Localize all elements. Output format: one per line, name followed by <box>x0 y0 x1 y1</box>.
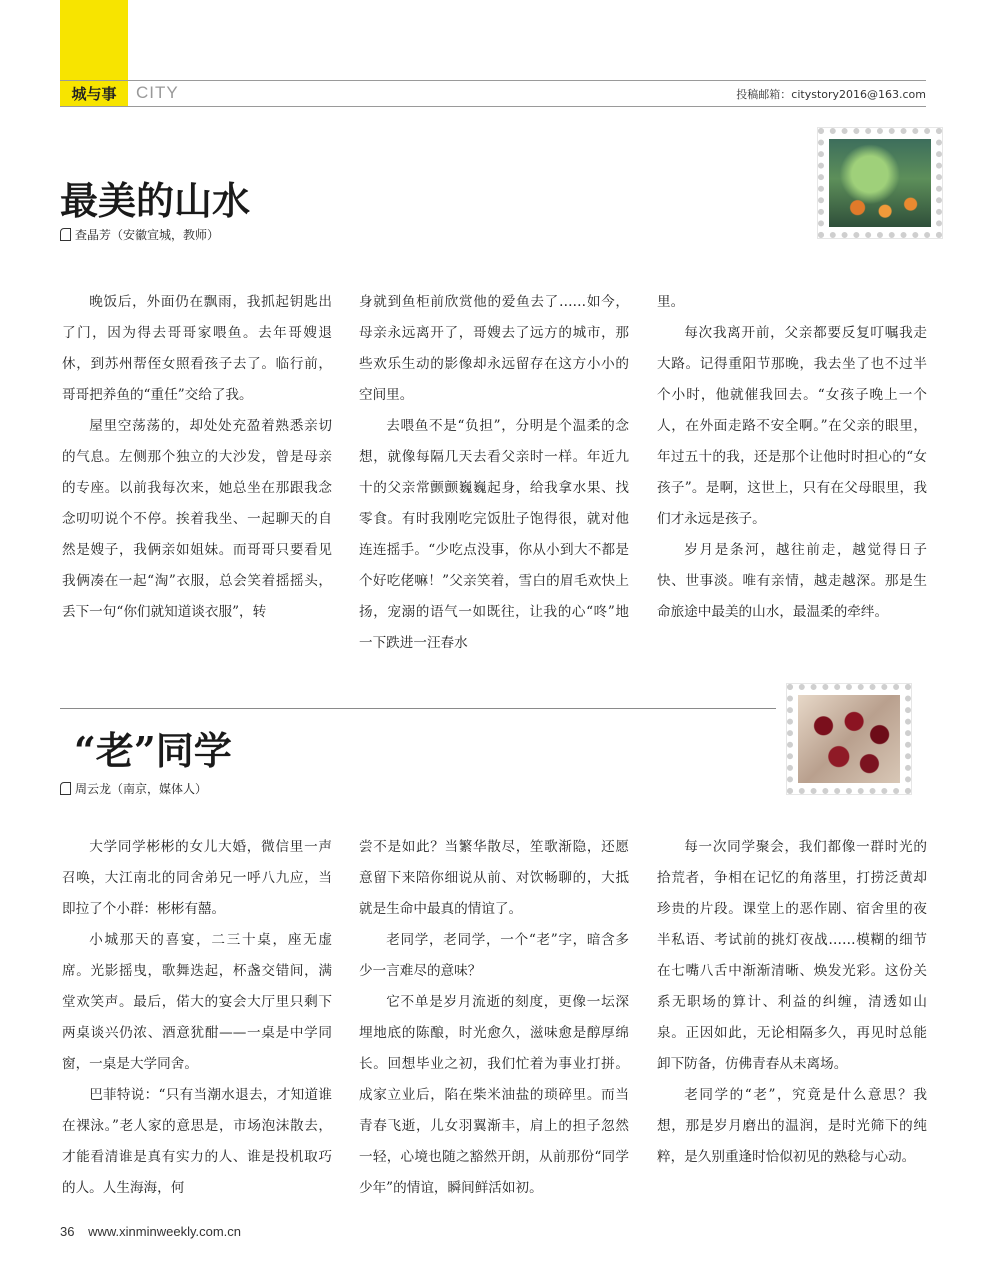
page-footer <box>60 1224 241 1239</box>
website-url: www.xinminweekly.com.cn <box>88 1224 242 1239</box>
paragraph-continued: 尝不是如此？当繁华散尽，笙歌渐隐，还愿意留下来陪你细说从前、对饮畅聊的，大抵就是生命中最真的情谊了。 <box>359 839 629 917</box>
paragraph: 老同学，老同学，一个“老”字，暗含多少一言难尽的意味？ <box>359 932 629 979</box>
article-column <box>359 287 629 659</box>
article-column <box>62 832 332 1204</box>
section-name-en: CITY <box>136 83 179 102</box>
paragraph: 老同学的“老”，究竟是什么意思？我想，那是岁月磨出的温润，是时光筛下的纯粹，是久别重逢时恰似初见的熟稔与心动。 <box>657 1087 927 1165</box>
article-illustration-stamp <box>818 128 942 238</box>
article-column <box>657 287 927 628</box>
paragraph: 它不单是岁月流逝的刻度，更像一坛深埋地底的陈酿，时光愈久，滋味愈是醇厚绵长。回想毕业之初，我们忙着为事业打拼。成家立业后，陷在柴米油盐的琐碎里。而当青春飞逝，儿女羽翼渐丰，肩上的担子忽然一轻，心境也随之豁然开朗，从前那份“同学少年”的情谊，瞬间鲜活如初。 <box>359 994 629 1196</box>
section-color-tab <box>60 0 128 80</box>
author-name: 查晶芳（安徽宣城，教师） <box>75 228 220 242</box>
section-badge: 城与事 <box>60 81 128 106</box>
page-number: 36 <box>60 1224 75 1239</box>
paragraph: 每次我离开前，父亲都要反复叮嘱我走大路。记得重阳节那晚，我去坐了也不过半个小时，他就催我回去。“女孩子晚上一个人，在外面走路不安全啊。”在父亲的眼里，年过五十的我，还是那个让他时时担心的“女孩子”。是啊，这世上，只有在父母眼里，我们才永远是孩子。 <box>657 325 927 527</box>
wine-glasses-toast-image <box>798 695 900 783</box>
article-divider <box>60 708 776 709</box>
article-illustration-stamp <box>787 684 911 794</box>
paragraph: 去喂鱼不是“负担”，分明是个温柔的念想，就像每隔几天去看父亲时一样。年近九十的父亲常颤颤巍巍起身，给我拿水果、找零食。有时我刚吃完饭肚子饱得很，就对他连连摇手。“少吃点没事，你从小到大不都是个好吃佬嘛！”父亲笑着，雪白的眉毛欢快上扬，宠溺的语气一如既往，让我的心“咚”地一下跌进一汪春水 <box>359 418 629 651</box>
article-byline <box>60 780 207 797</box>
paragraph: 巴菲特说：“只有当潮水退去，才知道谁在裸泳。”老人家的意思是，市场泡沫散去，才能看清谁是真有实力的人、谁是投机取巧的人。人生海海，何 <box>62 1087 332 1196</box>
paragraph: 岁月是条河，越往前走，越觉得日子快、世事淡。唯有亲情，越走越深。那是生命旅途中最美的山水，最温柔的牵绊。 <box>657 542 927 620</box>
article-title: 最美的山水 <box>60 178 251 223</box>
article-title: “老”同学 <box>74 728 232 773</box>
article-column <box>657 832 927 1173</box>
paragraph: 小城那天的喜宴，二三十桌，座无虚席。光影摇曳，歌舞迭起，杯盏交错间，满堂欢笑声。最后，偌大的宴会大厅里只剩下两桌谈兴仍浓、酒意犹酣——一桌是中学同窗，一桌是大学同舍。 <box>62 932 332 1072</box>
article-byline <box>60 226 219 243</box>
paragraph: 每一次同学聚会，我们都像一群时光的拾荒者，争相在记忆的角落里，打捞泛黄却珍贵的片段。课堂上的恶作剧、宿舍里的夜半私语、考试前的挑灯夜战……模糊的细节在七嘴八舌中渐渐清晰、焕发光彩。这份关系无职场的算计、利益的纠缠，清透如山泉。正因如此，无论相隔多久，再见时总能卸下防备，仿佛青春从未离场。 <box>657 839 927 1072</box>
author-icon <box>60 228 71 241</box>
paragraph: 屋里空荡荡的，却处处充盈着熟悉亲切的气息。左侧那个独立的大沙发，曾是母亲的专座。以前我每次来，她总坐在那跟我念念叨叨说个不停。挨着我坐、一起聊天的自然是嫂子，我俩亲如姐妹。而哥哥只要看见我俩凑在一起“淘”衣服，总会笑着摇摇头，丢下一句“你们就知道谈衣服”，转 <box>62 418 332 620</box>
article-column <box>359 832 629 1204</box>
header-rule-top <box>60 80 926 81</box>
aquarium-fish-image <box>829 139 931 227</box>
paragraph-continued: 里。 <box>657 294 685 310</box>
article-column <box>62 287 332 628</box>
submission-email: 投稿邮箱：citystory2016@163.com <box>736 88 926 101</box>
paragraph: 大学同学彬彬的女儿大婚，微信里一声召唤，大江南北的同舍弟兄一呼八九应，当即拉了个小群：彬彬有囍。 <box>62 839 332 917</box>
author-icon <box>60 782 71 795</box>
paragraph: 晚饭后，外面仍在飘雨，我抓起钥匙出了门，因为得去哥哥家喂鱼。去年哥嫂退休，到苏州帮侄女照看孩子去了。临行前，哥哥把养鱼的“重任”交给了我。 <box>62 294 332 403</box>
author-name: 周云龙（南京，媒体人） <box>75 782 208 796</box>
header-rule-bottom <box>60 106 926 107</box>
paragraph-continued: 身就到鱼柜前欣赏他的爱鱼去了……如今，母亲永远离开了，哥嫂去了远方的城市，那些欢乐生动的影像却永远留存在这方小小的空间里。 <box>359 294 629 403</box>
